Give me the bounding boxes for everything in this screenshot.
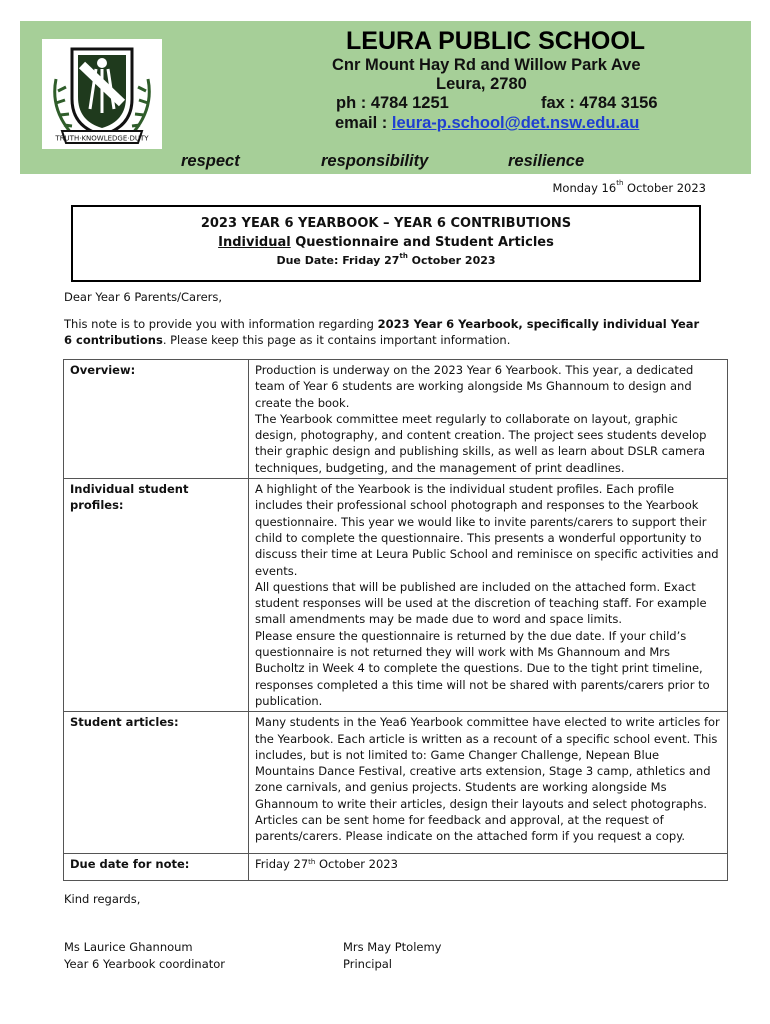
value-responsibility: responsibility xyxy=(321,152,429,170)
table-row xyxy=(64,479,728,712)
info-table xyxy=(63,359,728,881)
intro-paragraph xyxy=(64,316,704,348)
profiles-paragraph-2: All questions that will be published are included on the attached form. Exact student responses will be used at the discretion of teaching staff. For example small amendments may be made due to word and space limits. xyxy=(255,579,707,627)
due-heading-prefix: Due Date: Friday 27 xyxy=(276,254,400,267)
overview-paragraph-2: The Yearbook committee meet regularly to collaborate on layout, graphic design, photography, and content creation. The project sees students develop their graphic design and publishing skills, as well as learn about DSLR camera techniques, budgeting, and the management of print deadlines. xyxy=(255,411,707,475)
articles-label: Student articles: xyxy=(64,712,249,853)
phone-number: ph : 4784 1251 xyxy=(336,94,449,112)
subtitle-rest: Questionnaire and Student Articles xyxy=(290,235,554,250)
letter-date xyxy=(553,181,707,195)
value-resilience: resilience xyxy=(508,152,585,170)
school-name: LEURA PUBLIC SCHOOL xyxy=(346,27,646,55)
crest-icon xyxy=(42,39,162,149)
articles-paragraph-1: Many students in the Yea6 Yearbook committee have elected to write articles for the Yearbook. Each article is written as a recount of a specific school event. This includes, but is not limited to: Game Changer Challenge, Nepean Blue Mountains Dance Festival, creative arts extension, Stage 3 camp, athletics and zone carnivals, and genius projects. Students are working alongside Ms Ghannoum to write their articles, design their layouts and select photographs. Articles can be sent home for feedback and approval, at the request of parents/carers. Please indicate on the attached form if you request a copy. xyxy=(255,715,720,844)
letter-date-day: Monday 16 xyxy=(552,181,617,195)
due-heading-sup: th xyxy=(399,252,408,260)
document-subtitle xyxy=(73,235,699,250)
email-link[interactable]: leura-p.school@det.nsw.edu.au xyxy=(391,114,640,132)
signatory-role: Year 6 Yearbook coordinator xyxy=(64,957,226,971)
overview-label: Overview: xyxy=(64,360,249,479)
signatory-principal xyxy=(343,939,442,973)
due-note-value xyxy=(249,853,728,880)
email-line xyxy=(335,114,639,133)
value-respect: respect xyxy=(181,152,240,170)
school-header xyxy=(20,21,751,174)
due-date-heading xyxy=(73,254,699,267)
profiles-paragraph-3: Please ensure the questionnaire is returned by the due date. If your child’s questionnaire is not returned they will work with Ms Ghannoum and Mrs Bucholtz in Week 4 to complete the questions. Due to the tight print timeline, responses completed a this time will not be shared with parents/carers prior to publication. xyxy=(255,628,710,708)
document-title: 2023 YEAR 6 YEARBOOK – YEAR 6 CONTRIBUTIONS xyxy=(200,216,572,231)
letter-date-rest: October 2023 xyxy=(623,181,706,195)
closing: Kind regards, xyxy=(64,892,141,906)
svg-text:TRUTH·KNOWLEDGE·DUTY: TRUTH·KNOWLEDGE·DUTY xyxy=(55,134,149,143)
table-row xyxy=(64,360,728,479)
title-box xyxy=(71,205,701,282)
address-line-1: Cnr Mount Hay Rd and Willow Park Ave xyxy=(332,56,641,74)
signatory-coordinator xyxy=(64,939,225,973)
due-heading-rest: October 2023 xyxy=(407,254,496,267)
due-note-label: Due date for note: xyxy=(64,853,249,880)
intro-text-1: This note is to provide you with information regarding xyxy=(64,317,378,331)
table-row xyxy=(64,853,728,880)
due-note-sup: th xyxy=(308,857,316,866)
profiles-content xyxy=(249,479,728,712)
greeting: Dear Year 6 Parents/Carers, xyxy=(64,290,223,304)
intro-bold: 2023 Year 6 Yearbook, specifically individual Year 6 contributions xyxy=(64,317,700,347)
articles-content xyxy=(249,712,728,853)
email-label: email : xyxy=(335,114,392,132)
profiles-paragraph-1: A highlight of the Yearbook is the individual student profiles. Each profile includes their professional school photograph and responses to the Yearbook questionnaire. This year we would like to invite parents/carers to support their child to complete the questionnaire. This presents a wonderful opportunity to discuss their time at Leura Public School and reminisce on specific activities and events. xyxy=(255,482,719,578)
due-note-prefix: Friday 27 xyxy=(255,856,309,871)
profiles-label: Individual student profiles: xyxy=(64,479,249,712)
subtitle-underlined: Individual xyxy=(218,235,291,250)
intro-text-2: . Please keep this page as it contains important information. xyxy=(162,333,511,347)
table-row xyxy=(64,712,728,853)
signatory-name: Mrs May Ptolemy xyxy=(343,940,442,954)
overview-paragraph-1: Production is underway on the 2023 Year 6 Yearbook. This year, a dedicated team of Year 6 students are working alongside Ms Ghannoum to design and create the book. xyxy=(255,363,694,410)
signatory-name: Ms Laurice Ghannoum xyxy=(64,940,193,954)
school-crest-logo xyxy=(42,39,162,149)
address-line-2: Leura, 2780 xyxy=(436,75,527,93)
signatory-role: Principal xyxy=(343,957,393,971)
letter-date-sup: th xyxy=(616,179,624,187)
fax-number: fax : 4784 3156 xyxy=(541,94,658,112)
overview-content xyxy=(249,360,728,479)
due-note-rest: October 2023 xyxy=(315,856,398,871)
